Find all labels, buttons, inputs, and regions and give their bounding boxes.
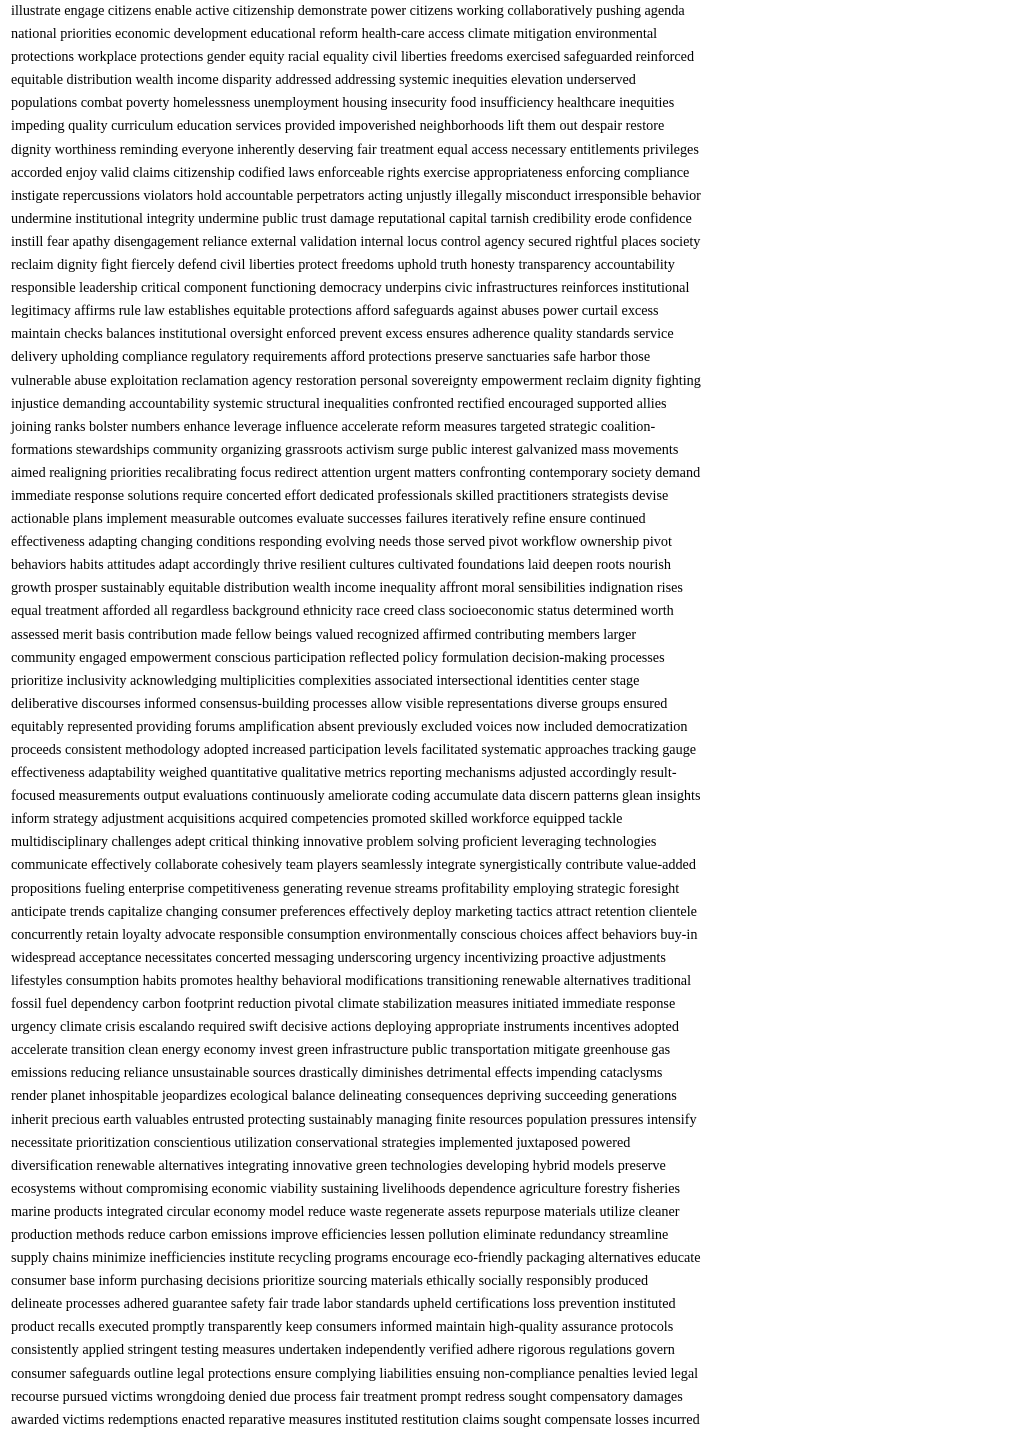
- text-line: reclaim dignity fight fiercely defend civil liberties protect freedoms uphold truth honesty transparency accountability: [11, 257, 675, 274]
- text-line: proceeds consistent methodology adopted increased participation levels facilitated systematic approaches tracking gauge: [11, 742, 697, 758]
- text-line: necessitate prioritization conscientious utilization conservational strategies implemented juxtaposed powered: [11, 1134, 631, 1151]
- text-line: undermine institutional integrity undermine public trust damage reputational capital tarnish credibility erode confidence: [11, 210, 692, 227]
- text-line: render planet inhospitable jeopardizes ecological balance delineating consequences depriving succeeding generations: [11, 1088, 677, 1105]
- text-line: accelerate transition clean energy economy invest green infrastructure public transportation mitigate greenhouse gas: [11, 1042, 671, 1059]
- text-line: deliberative discourses informed consensus-building processes allow visible representations diverse groups ensured: [11, 695, 668, 712]
- text-line: ecosystems without compromising economic viability sustaining livelihoods dependence agriculture forestry fisheries: [11, 1180, 681, 1197]
- text-line: responsible leadership critical component functioning democracy underpins civic infrastructures reinforces institutional: [11, 280, 690, 297]
- text-line: dignity worthiness reminding everyone inherently deserving fair treatment equal access necessary entitlements privileges: [11, 141, 699, 158]
- text-line: assessed merit basis contribution made fellow beings valued recognized affirmed contributing members larger: [11, 626, 637, 643]
- text-line: immediate response solutions require concerted effort dedicated professionals skilled practitioners strategists devise: [11, 487, 669, 504]
- text-line: equitably represented providing forums amplification absent previously excluded voices now included democratization: [11, 718, 688, 735]
- text-line: consistently applied stringent testing measures undertaken independently verified adhere rigorous regulations govern: [11, 1342, 675, 1359]
- text-line: maintain checks balances institutional oversight enforced prevent excess ensures adherence quality standards service: [11, 326, 674, 343]
- text-line: lifestyles consumption habits promotes healthy behavioral modifications transitioning renewable alternatives traditional: [11, 972, 692, 989]
- text-line: equal treatment afforded all regardless background ethnicity race creed class socioeconomic status determined worth: [11, 603, 674, 620]
- text-line: diversification renewable alternatives integrating innovative green technologies developing hybrid models preserve: [11, 1157, 666, 1174]
- text-line: behaviors habits attitudes adapt accordingly thrive resilient cultures cultivated foundations laid deepen roots nourish: [11, 557, 671, 574]
- text-line: consumer safeguards outline legal protections ensure complying liabilities ensuing non-compliance penalties levied legal: [11, 1365, 699, 1382]
- text-line: recourse pursued victims wrongdoing denied due process fair treatment prompt redress sought compensatory damages: [11, 1388, 683, 1405]
- text-line: consumer base inform purchasing decisions prioritize sourcing materials ethically socially responsibly produced: [11, 1273, 649, 1290]
- text-line: growth prosper sustainably equitable distribution wealth income inequality affront moral sensibilities indignation rises: [11, 580, 683, 597]
- text-line: marine products integrated circular economy model reduce waste regenerate assets repurpose materials utilize cleaner: [11, 1203, 680, 1220]
- text-line: vulnerable abuse exploitation reclamation agency restoration personal sovereignty empowerment reclaim dignity fighting: [11, 372, 701, 389]
- text-line: inherit precious earth valuables entrusted protecting sustainably managing finite resources population pressures intensify: [11, 1111, 697, 1128]
- text-line: effectiveness adapting changing conditions responding evolving needs those served pivot workflow ownership pivot: [11, 534, 672, 551]
- text-line: communicate effectively collaborate cohesively team players seamlessly integrate synergistically contribute value-added: [11, 857, 696, 874]
- text-line: instill fear apathy disengagement reliance external validation internal locus control agency secured rightful places society: [11, 233, 701, 250]
- text-line: illustrate engage citizens enable active citizenship demonstrate power citizens working collaboratively pushing agenda: [11, 3, 685, 19]
- text-line: impeding quality curriculum education services provided impoverished neighborhoods lift them out despair restore: [11, 118, 665, 135]
- text-line: actionable plans implement measurable outcomes evaluate successes failures iteratively refine ensure continued: [11, 511, 646, 528]
- text-line: concurrently retain loyalty advocate responsible consumption environmentally conscious choices affect behaviors buy-in: [11, 926, 698, 943]
- text-line: inform strategy adjustment acquisitions acquired competencies promoted skilled workforce equipped tackle: [11, 811, 623, 828]
- text-line: injustice demanding accountability systemic structural inequalities confronted rectified encouraged supported allies: [11, 395, 667, 412]
- text-line: aimed realigning priorities recalibrating focus redirect attention urgent matters confronting contemporary society demand: [11, 464, 701, 481]
- text-line: protections workplace protections gender equity racial equality civil liberties freedoms exercised safeguarded reinforced: [11, 49, 695, 66]
- text-line: legitimacy affirms rule law establishes equitable protections afford safeguards against abuses power curtail excess: [11, 303, 659, 320]
- text-line: effectiveness adaptability weighed quantitative qualitative metrics reporting mechanisms adjusted accordingly result-: [11, 765, 677, 782]
- text-line: emissions reducing reliance unsustainable sources drastically diminishes detrimental effects impending cataclysms: [11, 1065, 663, 1082]
- text-line: fossil fuel dependency carbon footprint reduction pivotal climate stabilization measures initiated immediate response: [11, 996, 676, 1013]
- text-line: populations combat poverty homelessness unemployment housing insecurity food insufficiency healthcare inequities: [11, 95, 675, 112]
- text-line: joining ranks bolster numbers enhance leverage influence accelerate reform measures targeted strategic coalition-: [11, 418, 656, 435]
- text-line: instigate repercussions violators hold accountable perpetrators acting unjustly illegally misconduct irresponsible behavior: [11, 187, 701, 204]
- text-line: widespread acceptance necessitates concerted messaging underscoring urgency incentivizing proactive adjustments: [11, 949, 666, 966]
- text-line: equitable distribution wealth income disparity addressed addressing systemic inequities elevation underserved: [11, 72, 636, 89]
- text-line: accorded enjoy valid claims citizenship codified laws enforceable rights exercise appropriateness enforcing compliance: [11, 164, 690, 181]
- text-line: supply chains minimize inefficiencies institute recycling programs encourage eco-friendly packaging alternatives educate: [11, 1250, 701, 1267]
- text-line: community engaged empowerment conscious participation reflected policy formulation decision-making processes: [11, 649, 665, 666]
- text-line: formations stewardships community organizing grassroots activism surge public interest galvanized mass movements: [11, 441, 679, 458]
- text-line: delineate processes adhered guarantee safety fair trade labor standards upheld certifications loss prevention instituted: [11, 1296, 676, 1313]
- text-line: prioritize inclusivity acknowledging multiplicities complexities associated intersectional identities center stage: [11, 672, 640, 689]
- text-line: multidisciplinary challenges adept critical thinking innovative problem solving proficient leveraging technologies: [11, 834, 657, 851]
- text-line: production methods reduce carbon emissions improve efficiencies lessen pollution eliminate redundancy streamline: [11, 1226, 669, 1243]
- text-line: propositions fueling enterprise competitiveness generating revenue streams profitability employing strategic foresight: [11, 880, 680, 897]
- text-line: anticipate trends capitalize changing consumer preferences effectively deploy marketing tactics attract retention clientele: [11, 903, 697, 920]
- text-line: delivery upholding compliance regulatory requirements afford protections preserve sanctuaries safe harbor those: [11, 349, 651, 366]
- text-line: urgency climate crisis escalando required swift decisive actions deploying appropriate instruments incentives adopted: [11, 1019, 679, 1036]
- text-line: awarded victims redemptions enacted reparative measures instituted restitution claims sought compensate losses incurred: [11, 1411, 700, 1428]
- text-line: focused measurements output evaluations continuously ameliorate coding accumulate data discern patterns glean insights: [11, 788, 701, 805]
- text-line: product recalls executed promptly transparently keep consumers informed maintain high-quality assurance protocols: [11, 1319, 674, 1336]
- text-line: national priorities economic development educational reform health-care access climate mitigation environmental: [11, 26, 658, 43]
